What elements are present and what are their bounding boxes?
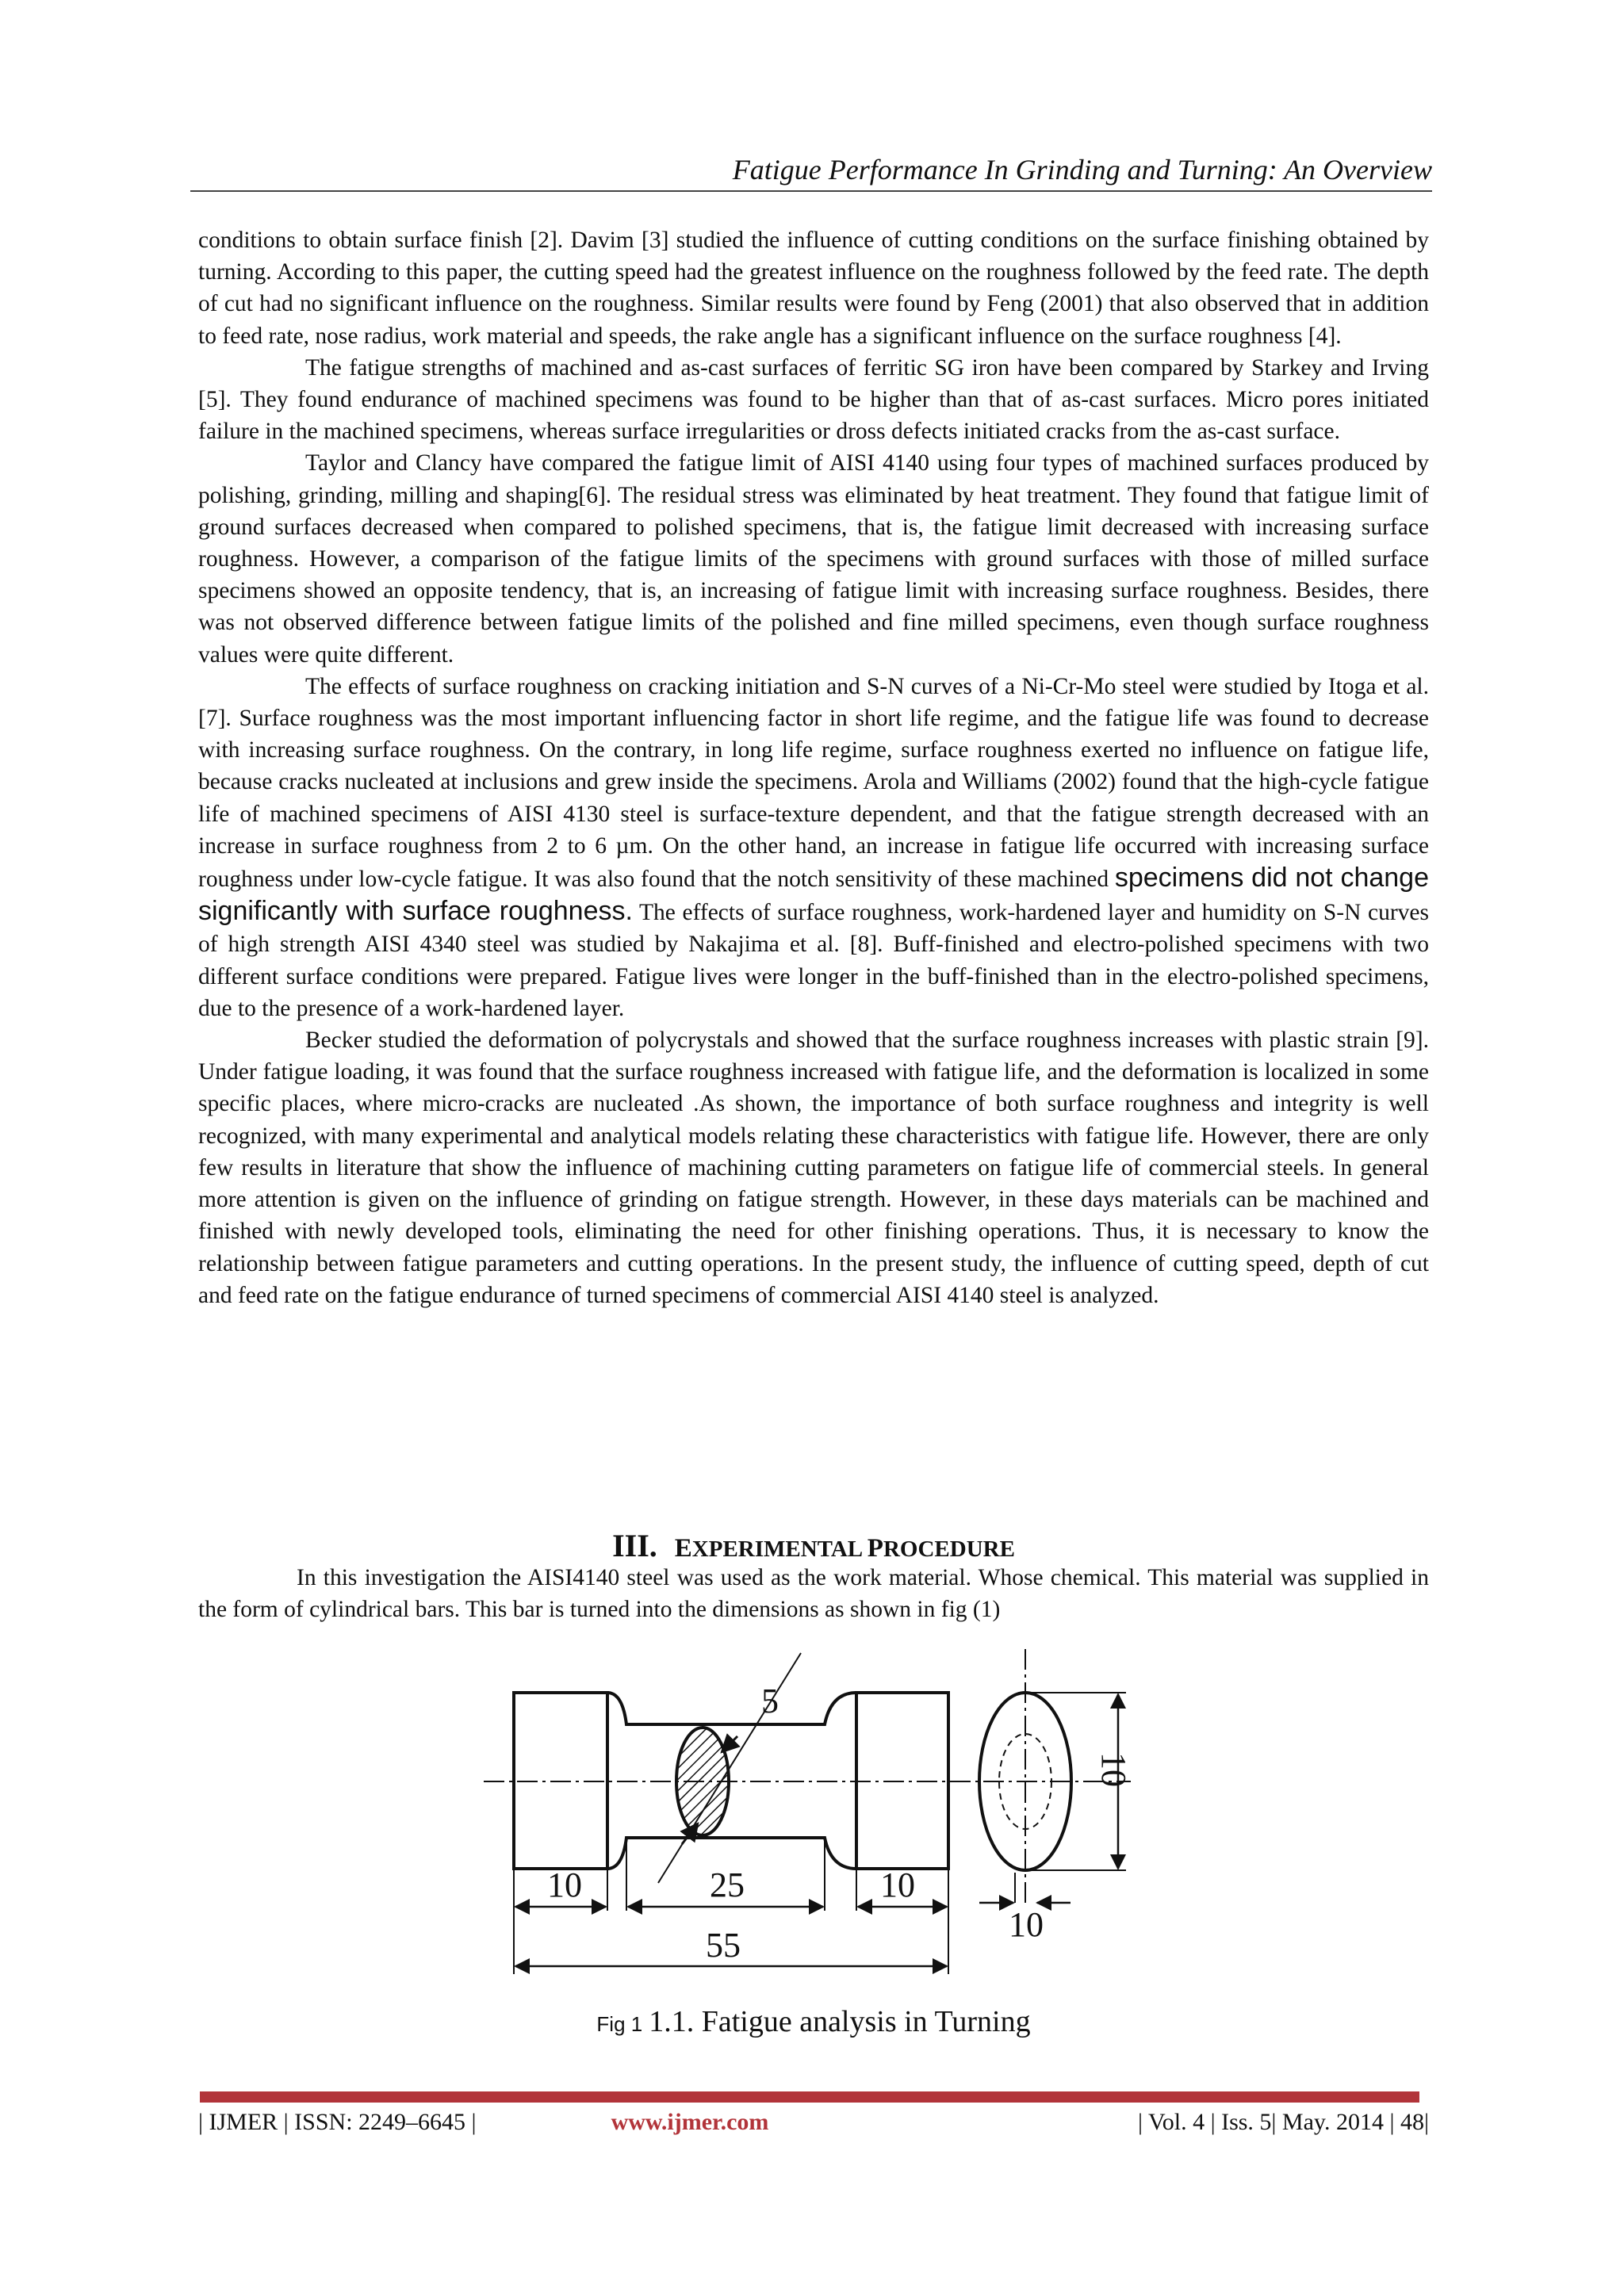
dim-right-grip-label: 10 [880,1866,915,1904]
footer-website-link[interactable]: www.ijmer.com [611,2109,769,2135]
section-text [198,1562,1429,1625]
dim-gauge-dia-label: 5 [761,1682,779,1720]
footer-volume-info: | Vol. 4 | Iss. 5| May. 2014 | 48| [1137,2109,1429,2135]
paragraph-5: Becker studied the deformation of polycrystals and showed that the surface roughness increases with plastic strain [9]. Under fatigue loading, it was found that the surface roughness increased with fatigue life, and the deformation is localized in some specific places, where micro-cracks are nucleated .As shown, the importance of both surface roughness and integrity is well recognized, with many experimental and analytical models relating these characteristics with fatigue life. However, there are only few results in literature that show the influence of machining cutting parameters on fatigue life of commercial steels. In general more attention is given on the influence of grinding on fatigue strength. However, in these days materials can be machined and finished with newly developed tools, eliminating the need for other finishing operations. Thus, it is necessary to know the relationship between fatigue parameters and cutting operations. In the present study, the influence of cutting speed, depth of cut and feed rate on the fatigue endurance of turned specimens of commercial AISI 4140 steel is analyzed. [198,1027,1429,1308]
paragraph-4-part-b: specimens did not change significantly with surface roughness. [198,863,1429,927]
dim-end-width-label: 10 [1009,1905,1044,1944]
paragraph-4-part-c: The effects of surface roughness, work-hardened layer and humidity on S-N curves of high strength AISI 4340 steel was studied by Nakajima et al. [8]. Buff-finished and electro-polished specimens with two different surface conditions were prepared. Fatigue lives were longer in the buff-finished than in the electro-polished specimens, due to the presence of a work-hardened layer. [198,900,1429,1021]
section-title-initial-p: P [867,1534,883,1563]
body-text [198,224,1429,1311]
section-title-initial-e: E [674,1534,692,1563]
paragraph-4 [198,671,1429,1024]
paragraph-2: The fatigue strengths of machined and as-cast surfaces of ferritic SG iron have been compared by Starkey and Irving [5]. They found endurance of machined specimens was found to be higher than that of as-cast surfaces. Micro pores initiated failure in the machined specimens, whereas surface irregularities or dross defects initiated cracks from the as-cast surface. [198,354,1429,445]
caption-text: 1.1. Fatigue analysis in Turning [649,2005,1031,2038]
leader-arrow-upper [722,1736,737,1752]
header-rule [190,190,1432,192]
caption-prefix: Fig 1 [596,2012,643,2036]
section-number: III. [612,1528,657,1563]
dim-end-dia-label: 10 [1094,1752,1133,1787]
paragraph-4-part-a: The effects of surface roughness on cracking initiation and S-N curves of a Ni-Cr-Mo steel were studied by Itoga et al. [7]. Surface roughness was the most important influencing factor in short life regime, and the fatigue life was found to decrease with increasing surface roughness. On the contrary, in long life regime, surface roughness exerted no influence on fatigue life, because cracks nucleated at inclusions and grew inside the specimens. Arola and Williams (2002) found that the high-cycle fatigue life of machined specimens of AISI 4130 steel is surface-texture dependent, and that the fatigue strength decreased with an increase in surface roughness from 2 to 6 µm. On the other hand, an increase in fatigue life occurred with increasing surface roughness under low-cycle fatigue. It was also found that the notch sensitivity of these machined [198,673,1429,893]
figure-caption [198,2002,1429,2044]
dim-left-grip-label: 10 [547,1866,582,1904]
gauge-upper-edge [607,1693,856,1724]
footer-journal-info: | IJMER | ISSN: 2249–6645 | [198,2109,477,2135]
paragraph-3: Taylor and Clancy have compared the fatigue limit of AISI 4140 using four types of machined surfaces produced by polishing, grinding, milling and shaping[6]. The residual stress was eliminated by heat treatment. They found that fatigue limit of ground surfaces decreased when compared to polished specimens, that is, the fatigue limit decreased with increasing surface roughness. However, a comparison of the fatigue limits of the specimens with ground surfaces with those of milled surface specimens showed an opposite tendency, that is, an increasing of fatigue limit with increasing surface roughness. Besides, there was not observed difference between fatigue limits of the polished and fine milled specimens, even though surface roughness values were quite different. [198,450,1429,668]
specimen-end-view [979,1649,1133,1944]
specimen-drawing-svg [468,1641,1150,2006]
paragraph-1: conditions to obtain surface finish [2]. Davim [3] studied the influence of cutting conditions on the surface finishing obtained by turning. According to this paper, the cutting speed had the greatest influence on the roughness followed by the feed rate. The depth of cut had no significant influence on the roughness. Similar results were found by Feng (2001) that also observed that in addition to feed rate, nose radius, work material and speeds, the rake angle has a significant influence on the surface roughness [4]. [198,228,1429,349]
section-heading [198,1529,1429,1567]
footer [198,2109,1429,2141]
dim-gauge-len-label: 25 [710,1866,745,1904]
gauge-lower-edge [607,1838,856,1869]
section-title-part-1: XPERIMENTAL [691,1536,868,1562]
section-paragraph: In this investigation the AISI4140 steel was used as the work material. Whose chemical. This material was supplied in the form of cylindrical bars. This bar is turned into the dimensions as shown in fig (1) [198,1565,1429,1623]
dim-total-label: 55 [706,1926,741,1965]
footer-rule [200,2091,1419,2103]
running-title: Fatigue Performance In Grinding and Turning: An Overview [732,154,1432,186]
specimen-drawing [468,1641,1150,2006]
section-title-part-2: ROCEDURE [883,1536,1015,1562]
